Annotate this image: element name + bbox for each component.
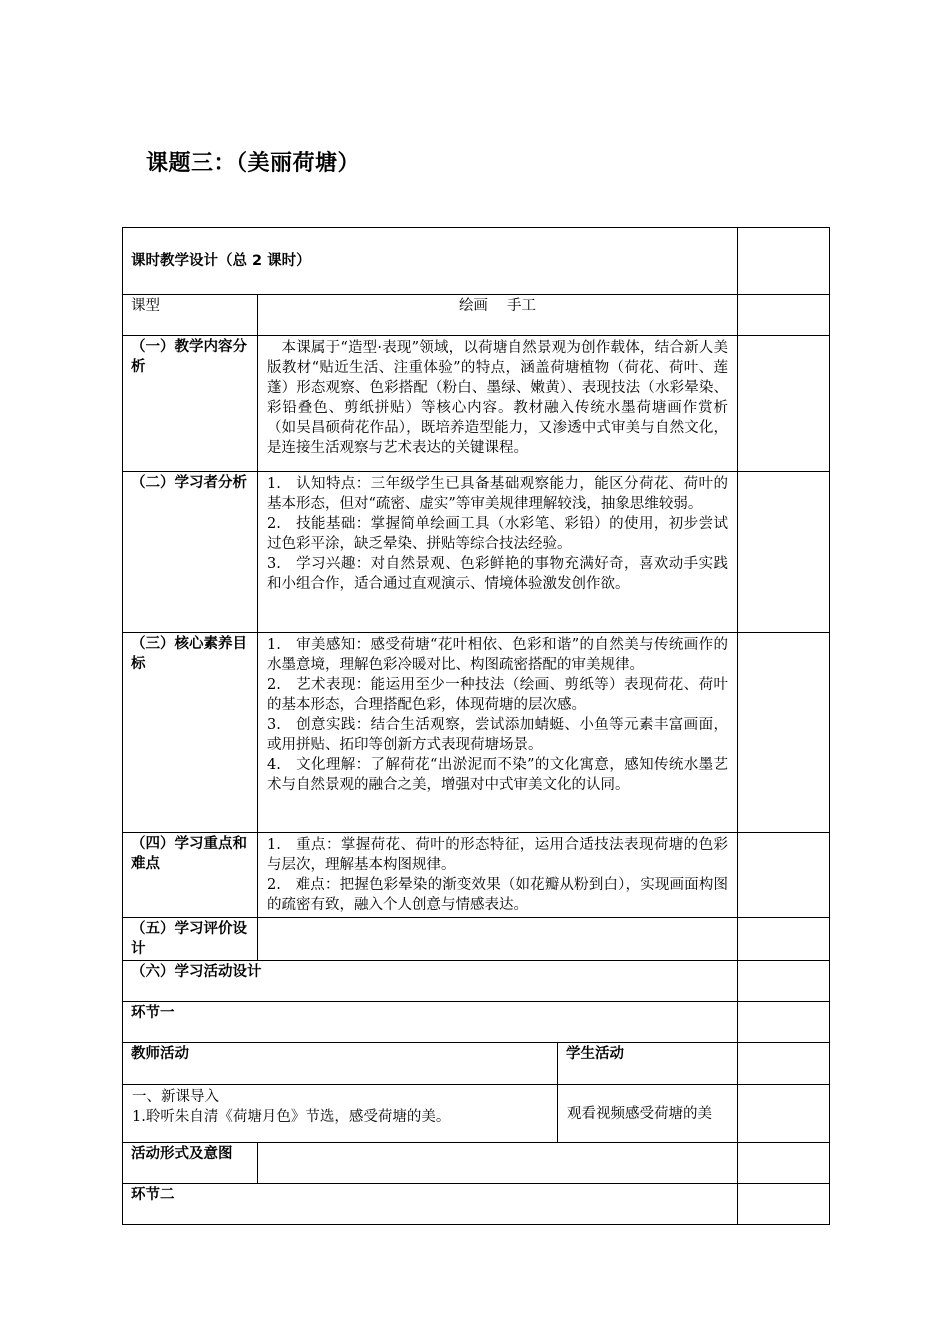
side-cell (738, 633, 830, 833)
evaluation-row (123, 918, 830, 961)
key-point-item: 2. 难点：把握色彩晕染的渐变效果（如花瓣从粉到白），实现画面构图的疏密有致，融入个人创意与情感表达。 (267, 877, 728, 913)
table-header: 课时教学设计（总 2 课时） (123, 228, 738, 295)
key-points-row (123, 833, 830, 918)
page-title: 课题三：（美丽荷塘） (146, 151, 361, 176)
stage1-row (123, 1002, 830, 1043)
side-cell (738, 1002, 830, 1043)
activity-design-row (123, 961, 830, 1002)
key-points-cell (258, 833, 738, 918)
learner-analysis-item: 1. 认知特点：三年级学生已具备基础观察能力，能区分荷花、荷叶的基本形态，但对“疏密、虚实”等审美规律理解较浅，抽象思维较弱。 (267, 476, 728, 512)
core-goal-item: 2. 艺术表现：能运用至少一种技法（绘画、剪纸等）表现荷花、荷叶的基本形态，合理搭配色彩，体现荷塘的层次感。 (267, 677, 728, 713)
course-type-row (123, 295, 830, 336)
learner-analysis-item: 2. 技能基础：掌握简单绘画工具（水彩笔、彩铅）的使用，初步尝试过色彩平涂，缺乏晕染、拼贴等综合技法经验。 (267, 516, 728, 552)
lesson-design-table (122, 227, 830, 1225)
content-analysis-row (123, 336, 830, 472)
activity-form-cell (258, 1143, 738, 1184)
content-analysis-label: （一）教学内容分析 (123, 336, 258, 472)
side-cell (738, 833, 830, 918)
stage2-row (123, 1184, 830, 1225)
core-goal-item: 1. 审美感知：感受荷塘“花叶相依、色彩和谐”的自然美与传统画作的水墨意境，理解色彩冷暖对比、构图疏密搭配的审美规律。 (267, 637, 728, 673)
key-point-item: 1. 重点：掌握荷花、荷叶的形态特征，运用合适技法表现荷塘的色彩与层次，理解基本构图规律。 (267, 837, 728, 873)
teacher-activity-label: 教师活动 (123, 1043, 558, 1085)
student-activity-text: 观看视频感受荷塘的美 (558, 1085, 738, 1143)
activity-form-label: 活动形式及意图 (123, 1143, 258, 1184)
side-cell (738, 961, 830, 1002)
header-row (123, 228, 830, 295)
content-analysis-cell (258, 336, 738, 472)
side-cell (738, 228, 830, 295)
activity-form-row (123, 1143, 830, 1184)
side-cell (738, 1085, 830, 1143)
activity-content-row (123, 1085, 830, 1143)
stage1-label: 环节一 (123, 1002, 738, 1043)
core-goals-row (123, 633, 830, 833)
stage2-label: 环节二 (123, 1184, 738, 1225)
core-goals-cell (258, 633, 738, 833)
key-points-label: （四）学习重点和难点 (123, 833, 258, 918)
core-goals-label: （三）核心素养目标 (123, 633, 258, 833)
teacher-activity-cell (123, 1085, 558, 1143)
activity-design-label: （六）学习活动设计 (123, 961, 738, 1002)
core-goal-item: 4. 文化理解：了解荷花“出淤泥而不染”的文化寓意，感知传统水墨艺术与自然景观的融合之美，增强对中式审美文化的认同。 (267, 757, 728, 793)
learner-analysis-cell (258, 472, 738, 633)
content-analysis-text: 本课属于“造型·表现”领域，以荷塘自然景观为创作载体，结合新人美版教材“贴近生活、注重体验”的特点，涵盖荷塘植物（荷花、荷叶、莲蓬）形态观察、色彩搭配（粉白、墨绿、嫩黄）、表现技法（水彩晕染、彩铅叠色、剪纸拼贴）等核心内容。教材融入传统水墨荷塘画作赏析（如吴昌硕荷花作品），既培养造型能力，又渗透中式审美与自然文化，是连接生活观察与艺术表达的关键课程。 (267, 340, 728, 456)
learner-analysis-row (123, 472, 830, 633)
evaluation-label: （五）学习评价设计 (123, 918, 258, 961)
side-cell (738, 336, 830, 472)
side-cell (738, 1143, 830, 1184)
side-cell (738, 1043, 830, 1085)
student-activity-label: 学生活动 (558, 1043, 738, 1085)
course-type-value: 绘画 手工 (258, 295, 738, 336)
side-cell (738, 295, 830, 336)
teacher-activity-line: 一、新课导入 (132, 1089, 219, 1105)
learner-analysis-item: 3. 学习兴趣：对自然景观、色彩鲜艳的事物充满好奇，喜欢动手实践和小组合作，适合通过直观演示、情境体验激发创作欲。 (267, 556, 728, 592)
side-cell (738, 472, 830, 633)
evaluation-cell (258, 918, 738, 961)
core-goal-item: 3. 创意实践：结合生活观察，尝试添加蜻蜓、小鱼等元素丰富画面，或用拼贴、拓印等创新方式表现荷塘场景。 (267, 717, 728, 753)
learner-analysis-label: （二）学习者分析 (123, 472, 258, 633)
activity-header-row (123, 1043, 830, 1085)
side-cell (738, 1184, 830, 1225)
course-type-label: 课型 (123, 295, 258, 336)
side-cell (738, 918, 830, 961)
teacher-activity-line: 1.聆听朱自清《荷塘月色》节选，感受荷塘的美。 (132, 1109, 451, 1125)
